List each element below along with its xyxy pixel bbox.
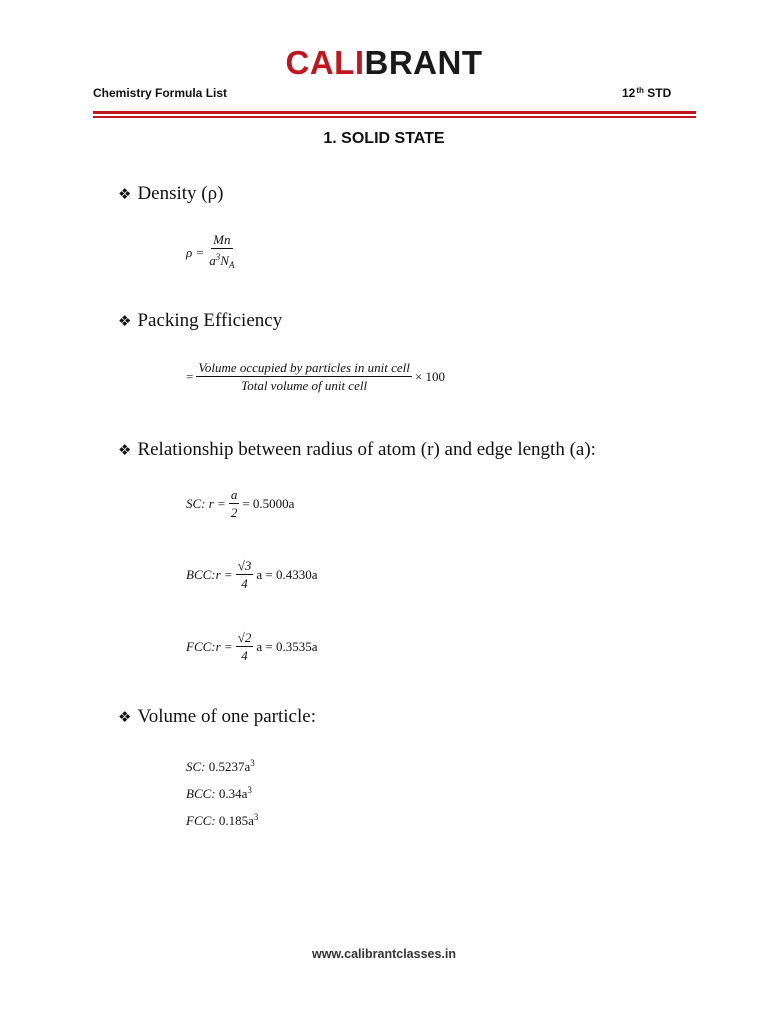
density-heading — [118, 183, 223, 205]
density-denominator: $a^3N_A$ — [209, 252, 235, 270]
density-formula — [186, 232, 239, 273]
packing-denominator: Total volume of unit cell — [241, 378, 368, 393]
brand-logo-part2: BRANT — [364, 44, 483, 81]
document-subtitle: Chemistry Formula List — [93, 86, 228, 100]
diamond-bullet-icon: ❖ — [118, 185, 132, 203]
header-divider-thick — [93, 111, 696, 114]
bcc-rhs: a = 0.4330a — [256, 566, 318, 582]
bcc-denominator: 4 — [241, 576, 248, 591]
sc-radius-formula — [186, 487, 294, 520]
radius-heading-text: Relationship between radius of atom (r) and edge length (a): — [137, 439, 596, 460]
volume-exponent: 3 — [253, 812, 259, 822]
fcc-denominator: 4 — [241, 648, 248, 663]
volume-exponent: 3 — [247, 785, 252, 795]
volume-label: FCC: — [186, 813, 216, 828]
packing-numerator: Volume occupied by particles in unit cell — [198, 360, 410, 375]
bcc-label: BCC: — [186, 566, 216, 582]
grade-suffix: STD — [647, 86, 672, 100]
packing-formula — [186, 360, 445, 393]
fcc-fraction — [236, 630, 254, 663]
sc-rhs: = 0.5000a — [242, 495, 295, 511]
bcc-numerator: √3 — [237, 558, 252, 573]
volume-item-bcc — [186, 785, 252, 802]
section-title: 1. SOLID STATE — [323, 130, 445, 147]
diamond-bullet-icon: ❖ — [118, 312, 132, 330]
grade-ordinal: th — [636, 86, 644, 95]
bcc-lhs: r = — [215, 566, 233, 582]
sc-numerator: a — [230, 487, 238, 502]
fcc-lhs: r = — [215, 638, 233, 654]
fcc-label: FCC: — [186, 638, 216, 654]
density-lhs: ρ = — [186, 244, 205, 260]
packing-heading — [118, 310, 282, 332]
bcc-fraction — [236, 558, 254, 591]
bcc-radius-formula — [186, 558, 317, 591]
packing-heading-text: Packing Efficiency — [137, 310, 283, 331]
volume-item-sc — [186, 758, 255, 775]
density-heading-text: Density (ρ) — [137, 183, 224, 204]
grade-label — [622, 86, 671, 100]
packing-fraction — [196, 360, 412, 393]
sc-lhs: r = — [208, 495, 226, 511]
diamond-bullet-icon: ❖ — [118, 441, 132, 459]
footer-url[interactable]: www.calibrantclasses.in — [311, 947, 457, 961]
density-numerator: Mn — [213, 232, 231, 247]
fcc-rhs: a = 0.3535a — [256, 638, 318, 654]
fcc-radius-formula — [186, 630, 317, 663]
fcc-numerator: √2 — [237, 630, 252, 645]
diamond-bullet-icon: ❖ — [118, 708, 132, 726]
radius-heading — [118, 439, 596, 461]
volume-value: 0.34a — [218, 786, 248, 801]
packing-rhs: × 100 — [414, 368, 445, 384]
sc-fraction — [229, 487, 240, 520]
volume-heading-text: Volume of one particle: — [137, 706, 316, 727]
sc-denominator: 2 — [230, 505, 238, 520]
volume-label: BCC: — [186, 786, 216, 801]
brand-logo-part1: CALI — [285, 44, 365, 81]
volume-label: SC: — [186, 759, 206, 774]
density-fraction — [207, 232, 236, 273]
volume-heading — [118, 706, 316, 728]
volume-item-fcc — [186, 812, 258, 829]
header-divider-thin — [93, 116, 696, 118]
grade-number: 12 — [622, 86, 636, 100]
brand-logo — [0, 44, 768, 82]
volume-value: 0.5237a — [208, 759, 251, 774]
volume-value: 0.185a — [218, 813, 254, 828]
volume-exponent: 3 — [250, 758, 255, 768]
sc-label: SC: — [186, 495, 206, 511]
packing-lhs: = — [186, 368, 194, 384]
